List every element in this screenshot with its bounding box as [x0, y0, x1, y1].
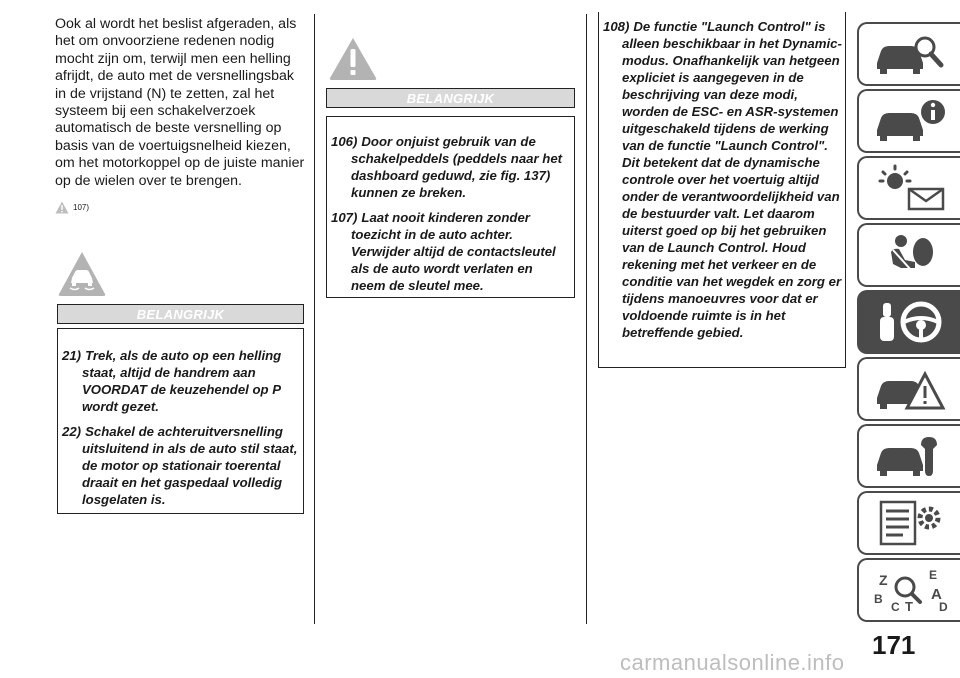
specs-gear-icon	[871, 498, 949, 548]
alphabet-index-icon	[871, 565, 949, 615]
svg-text:Z: Z	[878, 572, 888, 588]
launch-control-box	[598, 12, 846, 368]
warning-item: 106) Door onjuist gebruik van de schakelpeddels (peddels naar het dashboard geduwd, zie fig. 137) kunnen ze breken.	[331, 134, 563, 200]
car-magnifier-icon	[871, 29, 949, 79]
key-steering-wheel-icon	[871, 297, 949, 347]
tab-starting-driving[interactable]	[857, 290, 960, 354]
car-info-icon	[871, 96, 949, 146]
warning-box	[326, 116, 575, 298]
launch-control-item: 108) De functie "Launch Control" is alleen beschikbaar in het Dynamic-modus. Onafhankelijk van hetgeen expliciet is aangegeven in de beschrijving van deze modi, worden de ESC- en ASR-systemen uitgeschakeld tijdens de werking van de functie "Launch Control". Dit betekent dat de dynamische controle over het voertuig altijd onder de verantwoordelijkheid van de bestuurder valt. Let daarom uiterst goed op bij het gebruiken van de Launch Control. Houd rekening met het verkeer en de conditie van het wegdek en zorg er tijdens manoeuvres voor dat er voldoende ruimte is in het betreffende gebied.	[603, 19, 842, 340]
footer-watermark[interactable]: carmanualsonline.info	[620, 650, 845, 675]
tab-technical-data[interactable]	[857, 491, 960, 555]
warning-reference[interactable]	[55, 199, 89, 215]
body-paragraph: Ook al wordt het beslist afgeraden, als het om onvoorziene redenen nodig mocht zijn om, terwijl men een helling afrijdt, de auto met de versnellingsbak in de vrijstand (N) te zetten, zal het systeem bij een schakelverzoek automatisch de beste versnelling op basis van de voertuigsnelheid kiezen, om het motorkoppel op de juiste manier op de wielen over te brengen.	[55, 16, 305, 189]
tab-vehicle-overview[interactable]	[857, 22, 960, 86]
tab-maintenance[interactable]	[857, 424, 960, 488]
exclamation-warning-icon	[328, 36, 378, 82]
svg-text:D: D	[938, 600, 948, 614]
tab-safety[interactable]	[857, 223, 960, 287]
warning-light-envelope-icon	[871, 163, 949, 213]
tab-emergency[interactable]	[857, 357, 960, 421]
reference-number: 107)	[73, 202, 90, 212]
warning-item: 107) Laat nooit kinderen zonder toezicht in de auto achter. Verwijder altijd de contactsleutel als de auto wordt verlaten en neem de sleutel mee.	[331, 210, 556, 293]
airbag-seat-icon	[871, 230, 949, 280]
tab-vehicle-info[interactable]	[857, 89, 960, 153]
svg-text:T: T	[904, 599, 913, 614]
page-number: 171	[872, 630, 916, 660]
column-divider-1	[314, 14, 315, 624]
tab-index[interactable]	[857, 558, 960, 622]
notice-box	[57, 328, 304, 514]
notice-item: 21) Trek, als de auto op een helling staat, altijd de handrem aan VOORDAT de keuzehendel op P wordt gezet.	[62, 348, 282, 414]
warning-header: BELANGRIJK	[326, 88, 575, 108]
tab-warning-lights[interactable]	[857, 156, 960, 220]
svg-text:B: B	[873, 592, 883, 606]
car-wrench-icon	[871, 431, 949, 481]
car-crash-warning-icon	[871, 364, 949, 414]
warning-triangle-icon	[55, 201, 69, 214]
column-divider-2	[586, 14, 587, 624]
svg-text:A: A	[930, 586, 942, 603]
car-skid-caution-icon	[57, 250, 107, 298]
notice-header: BELANGRIJK	[57, 304, 304, 324]
notice-item: 22) Schakel de achteruitversnelling uitsluitend in als de auto stil staat, de motor op stationair toerental draait en het gaspedaal volledig losgelaten is.	[62, 424, 298, 507]
svg-text:C: C	[890, 600, 900, 614]
svg-text:E: E	[928, 568, 937, 582]
